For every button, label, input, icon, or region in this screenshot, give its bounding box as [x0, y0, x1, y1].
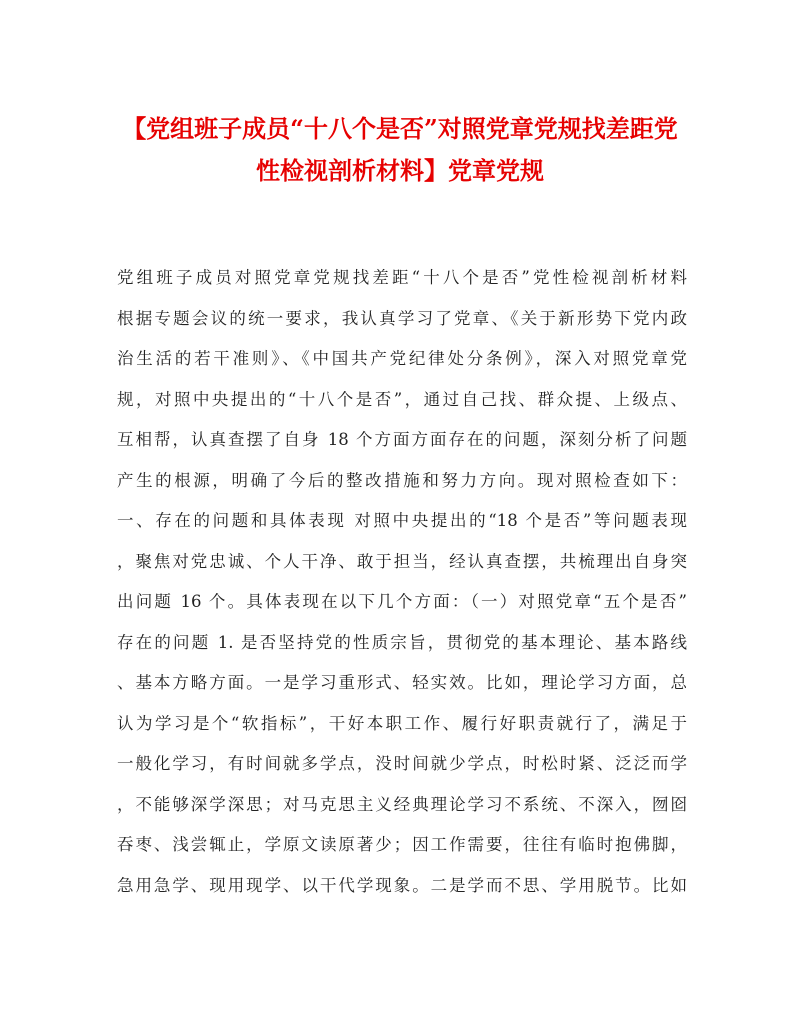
body-line: 出问题 16 个。具体表现在以下几个方面：（一）对照党章“五个是否” — [117, 592, 687, 611]
body-line: 产生的根源，明确了今后的整改措施和努力方向。现对照检查如下： — [117, 470, 687, 490]
body-line: 党组班子成员对照党章党规找差距“十八个是否”党性检视剖析材料 — [117, 268, 687, 287]
body-line: 一、存在的问题和具体表现 对照中央提出的“18 个是否”等问题表现 — [117, 511, 687, 530]
title-line: 性检视剖析材料】党章党规 — [256, 156, 544, 185]
document-body — [117, 258, 687, 906]
body-line: 根据专题会议的统一要求，我认真学习了党章、《关于新形势下党内政 — [117, 308, 687, 328]
body-line: 规，对照中央提出的“十八个是否”，通过自己找、群众提、上级点、 — [117, 389, 687, 409]
body-line: 存在的问题 1. 是否坚持党的性质宗旨，贯彻党的基本理论、基本路线 — [117, 632, 687, 652]
body-line: ，不能够深学深思；对马克思主义经典理论学习不系统、不深入，囫囵 — [117, 794, 687, 814]
body-line: 治生活的若干准则》、《中国共产党纪律处分条例》，深入对照党章党 — [117, 349, 687, 368]
body-line: ，聚焦对党忠诚、个人干净、敢于担当，经认真查摆，共梳理出自身突 — [117, 551, 687, 571]
document-title — [116, 108, 684, 192]
body-line: 认为学习是个“软指标”，干好本职工作、履行好职责就行了，满足于 — [117, 713, 687, 733]
body-line: 急用急学、现用现学、以干代学现象。二是学而不思、学用脱节。比如 — [117, 875, 687, 895]
body-line: 互相帮，认真查摆了自身 18 个方面方面存在的问题，深刻分析了问题 — [117, 430, 687, 449]
body-line: 一般化学习，有时间就多学点，没时间就少学点，时松时紧、泛泛而学 — [117, 754, 687, 773]
body-line: 、基本方略方面。一是学习重形式、轻实效。比如，理论学习方面，总 — [117, 673, 687, 692]
body-line: 吞枣、浅尝辄止，学原文读原著少；因工作需要，往往有临时抱佛脚， — [117, 835, 687, 854]
title-line: 【党组班子成员“十八个是否”对照党章党规找差距党 — [122, 114, 678, 143]
